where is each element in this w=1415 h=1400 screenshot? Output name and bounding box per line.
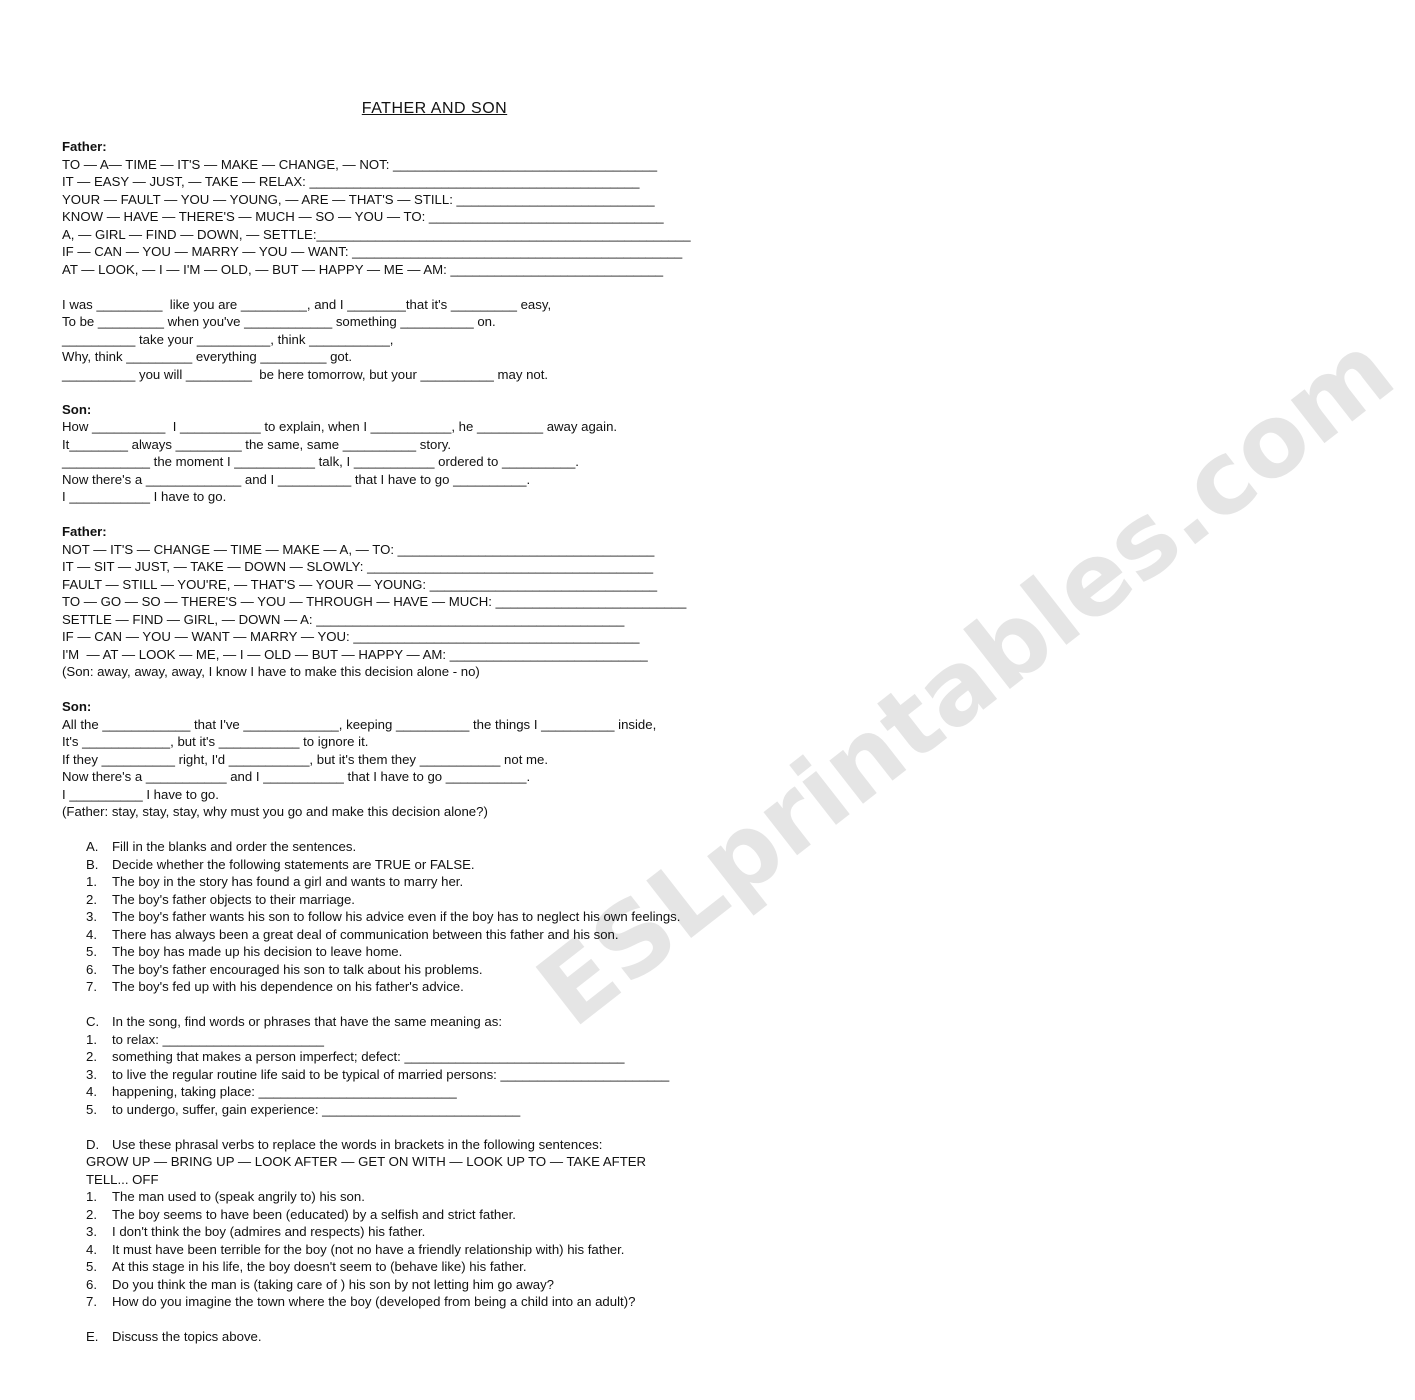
item-text: I don't think the boy (admires and respects) his father. <box>112 1224 426 1239</box>
gapfill-line: I __________ I have to go. <box>62 786 219 802</box>
item-text: It must have been terrible for the boy (not no have a friendly relationship with) his father. <box>112 1241 625 1257</box>
speaker-label: Son: <box>62 699 92 714</box>
item-marker: E. <box>86 1329 99 1344</box>
speaker-label: Father: <box>62 139 107 154</box>
exercise-item <box>62 1276 807 1294</box>
exercise-item <box>62 908 807 926</box>
item-marker: 5. <box>86 944 97 959</box>
item-text: to relax: ______________________ <box>112 1031 324 1047</box>
item-marker: 4. <box>86 926 97 942</box>
scrambled-line: IT — EASY — JUST, — TAKE — RELAX: _____________________________________________ <box>62 174 640 189</box>
scrambled-line: YOUR — FAULT — YOU — YOUNG, — ARE — THAT'S — STILL: ___________________________ <box>62 191 655 207</box>
exercise-item <box>62 943 807 961</box>
section-father-1 <box>62 138 807 278</box>
worksheet-title: FATHER AND SON <box>361 100 508 117</box>
scrambled-line: TO — GO — SO — THERE'S — YOU — THROUGH — HAVE — MUCH: __________________________ <box>62 594 687 609</box>
item-marker: 6. <box>86 961 97 977</box>
item-text: The boy's fed up with his dependence on his father's advice. <box>112 979 464 994</box>
exercise-item <box>62 1258 807 1276</box>
gapfill-line: Why, think _________ everything _________ got. <box>62 349 353 364</box>
item-text: There has always been a great deal of communication between this father and his son. <box>112 926 619 942</box>
item-text: Discuss the topics above. <box>112 1329 262 1344</box>
item-marker: C. <box>86 1014 100 1029</box>
item-marker: 3. <box>86 1224 97 1239</box>
item-marker: 5. <box>86 1259 97 1274</box>
scrambled-line: FAULT — STILL — YOU'RE, — THAT'S — YOUR — YOUNG: _______________________________ <box>62 576 658 592</box>
exercise-item <box>62 961 807 979</box>
item-marker: 5. <box>86 1101 97 1117</box>
item-text: The boy's father wants his son to follow his advice even if the boy has to neglect his own feelings. <box>112 909 681 924</box>
watermark-text: ESLprintables.com <box>516 310 1415 1049</box>
item-marker: 2. <box>86 1049 97 1064</box>
worksheet <box>62 100 807 1346</box>
section-father-2 <box>62 523 807 681</box>
item-marker: B. <box>86 856 99 872</box>
exercise-item <box>62 926 807 944</box>
son-interjection: (Son: away, away, away, I know I have to make this decision alone - no) <box>62 664 480 679</box>
scrambled-line: IT — SIT — JUST, — TAKE — DOWN — SLOWLY: _______________________________________ <box>62 559 654 574</box>
gapfill-line: Now there's a ___________ and I ___________ that I have to go ___________. <box>62 769 531 784</box>
gapfill-line: It's ____________, but it's ___________ to ignore it. <box>62 734 369 749</box>
item-text: At this stage in his life, the boy doesn't seem to (behave like) his father. <box>112 1259 527 1274</box>
father-interjection: (Father: stay, stay, stay, why must you go and make this decision alone?) <box>62 804 488 819</box>
item-marker: 1. <box>86 874 97 889</box>
exercise-a-b <box>62 838 807 996</box>
item-text: Do you think the man is (taking care of ) his son by not letting him go away? <box>112 1276 555 1292</box>
exercise-item <box>62 856 807 874</box>
exercise-item <box>62 1013 807 1031</box>
scrambled-line: A, — GIRL — FIND — DOWN, — SETTLE:___________________________________________________ <box>62 226 691 242</box>
exercise-item <box>62 1031 807 1049</box>
exercise-item <box>62 1206 807 1224</box>
item-marker: 2. <box>86 1206 97 1222</box>
exercise-heading <box>62 1136 807 1154</box>
item-marker: D. <box>86 1136 100 1152</box>
gapfill-line: It________ always _________ the same, same __________ story. <box>62 436 452 452</box>
scrambled-line: NOT — IT'S — CHANGE — TIME — MAKE — A, — TO: ___________________________________ <box>62 541 655 557</box>
section-son-1 <box>62 401 807 506</box>
item-marker: 3. <box>86 1066 97 1082</box>
item-text: The boy seems to have been (educated) by a selfish and strict father. <box>112 1206 516 1222</box>
section-son-2 <box>62 698 807 821</box>
item-marker: 6. <box>86 1276 97 1292</box>
scrambled-line: TO — A— TIME — IT'S — MAKE — CHANGE, — NOT: ____________________________________ <box>62 156 658 172</box>
exercise-item <box>62 838 807 856</box>
speaker-label: Son: <box>62 401 92 417</box>
item-text: The man used to (speak angrily to) his son. <box>112 1189 365 1204</box>
gapfill-line: Now there's a _____________ and I __________ that I have to go __________. <box>62 471 531 487</box>
gapfill-line: I was _________ like you are _________, and I ________that it's _________ easy, <box>62 296 552 312</box>
scrambled-line: I'M — AT — LOOK — ME, — I — OLD — BUT — HAPPY — AM: ___________________________ <box>62 646 648 662</box>
gapfill-line: How __________ I ___________ to explain, when I ___________, he _________ away again. <box>62 419 618 434</box>
speaker-label: Father: <box>62 524 107 539</box>
exercise-item <box>62 1066 807 1084</box>
item-text: something that makes a person imperfect; defect: ______________________________ <box>112 1049 625 1064</box>
gapfill-line: All the ____________ that I've _____________, keeping __________ the things I __________ inside, <box>62 716 657 732</box>
exercise-item <box>62 1293 807 1311</box>
item-marker: 3. <box>86 909 97 924</box>
gapfill-line: __________ you will _________ be here tomorrow, but your __________ may not. <box>62 366 549 382</box>
gapfill-line: To be _________ when you've ____________ something __________ on. <box>62 314 496 329</box>
exercise-d <box>62 1136 807 1311</box>
item-text: The boy has made up his decision to leave home. <box>112 944 403 959</box>
exercise-item <box>62 1188 807 1206</box>
gapfill-line: ____________ the moment I ___________ talk, I ___________ ordered to __________. <box>62 454 579 469</box>
exercise-item <box>62 1223 807 1241</box>
item-marker: 7. <box>86 1294 97 1309</box>
exercise-item <box>62 1083 807 1101</box>
exercise-e <box>62 1328 807 1346</box>
item-marker: 1. <box>86 1031 97 1047</box>
item-text: Use these phrasal verbs to replace the words in brackets in the following sentences: <box>112 1136 603 1152</box>
item-marker: 4. <box>86 1241 97 1257</box>
exercise-item <box>62 891 807 909</box>
gapfill-line: I ___________ I have to go. <box>62 489 227 504</box>
item-text: to live the regular routine life said to be typical of married persons: _______________________ <box>112 1066 670 1082</box>
item-text: How do you imagine the town where the boy (developed from being a child into an adult)? <box>112 1294 636 1309</box>
item-text: In the song, find words or phrases that have the same meaning as: <box>112 1014 502 1029</box>
item-text: Fill in the blanks and order the sentences. <box>112 839 357 854</box>
scrambled-line: KNOW — HAVE — THERE'S — MUCH — SO — YOU — TO: ________________________________ <box>62 209 664 224</box>
exercise-item <box>62 1241 807 1259</box>
item-marker: 1. <box>86 1189 97 1204</box>
exercise-item <box>62 1101 807 1119</box>
scrambled-line: IF — CAN — YOU — MARRY — YOU — WANT: _____________________________________________ <box>62 244 683 259</box>
item-text: The boy in the story has found a girl and wants to marry her. <box>112 874 464 889</box>
item-text: The boy's father encouraged his son to talk about his problems. <box>112 961 483 977</box>
gapfill-line: __________ take your __________, think ___________, <box>62 331 394 347</box>
exercise-item <box>62 978 807 996</box>
item-text: Decide whether the following statements are TRUE or FALSE. <box>112 856 475 872</box>
scrambled-line: AT — LOOK, — I — I'M — OLD, — BUT — HAPPY — ME — AM: _____________________________ <box>62 261 664 277</box>
gapfill-line: If they __________ right, I'd ___________, but it's them they ___________ not me. <box>62 751 549 767</box>
phrasal-verbs-list: TELL... OFF <box>86 1171 159 1187</box>
exercise-c <box>62 1013 807 1118</box>
item-marker: 7. <box>86 979 97 994</box>
exercise-item <box>62 873 807 891</box>
item-marker: 4. <box>86 1084 97 1099</box>
section-father-gapfill <box>62 296 807 384</box>
scrambled-line: IF — CAN — YOU — WANT — MARRY — YOU: _______________________________________ <box>62 629 640 644</box>
item-marker: A. <box>86 839 99 854</box>
scrambled-line: SETTLE — FIND — GIRL, — DOWN — A: __________________________________________ <box>62 611 625 627</box>
item-text: to undergo, suffer, gain experience: ___________________________ <box>112 1101 521 1117</box>
exercise-item <box>62 1048 807 1066</box>
item-text: The boy's father objects to their marriage. <box>112 891 355 907</box>
item-marker: 2. <box>86 891 97 907</box>
exercise-item <box>62 1328 807 1346</box>
item-text: happening, taking place: ___________________________ <box>112 1084 457 1099</box>
phrasal-verbs-list: GROW UP — BRING UP — LOOK AFTER — GET ON WITH — LOOK UP TO — TAKE AFTER <box>86 1154 647 1169</box>
